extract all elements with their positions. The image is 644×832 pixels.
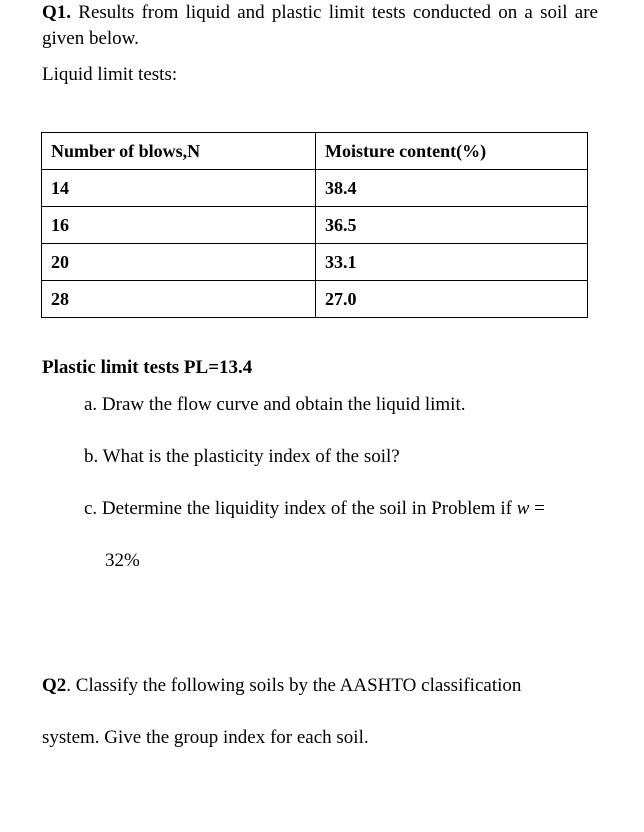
question-a: a. Draw the flow curve and obtain the liquid limit. bbox=[84, 394, 466, 415]
q1-intro-line1 bbox=[42, 2, 598, 24]
question-b: b. What is the plasticity index of the soil? bbox=[84, 446, 400, 467]
question-c bbox=[84, 498, 578, 520]
cell-moisture: 36.5 bbox=[316, 207, 588, 244]
question-c-text: c. Determine the liquidity index of the soil in Problem if bbox=[84, 498, 512, 519]
question-c-equals: = bbox=[534, 498, 545, 519]
cell-blows: 28 bbox=[42, 281, 316, 318]
question-c-value: 32% bbox=[105, 550, 140, 571]
q2-line2: system. Give the group index for each soil. bbox=[42, 727, 369, 748]
table-row bbox=[42, 207, 588, 244]
header-moisture: Moisture content(%) bbox=[316, 133, 588, 170]
liquid-limit-heading: Liquid limit tests: bbox=[42, 64, 178, 85]
table-row bbox=[42, 281, 588, 318]
table-row bbox=[42, 170, 588, 207]
question-c-variable: w bbox=[516, 498, 530, 519]
header-blows: Number of blows,N bbox=[42, 133, 316, 170]
q2-text: . Classify the following soils by the AASHTO classification bbox=[66, 675, 522, 696]
q1-label: Q1. bbox=[42, 2, 72, 23]
plastic-limit-line: Plastic limit tests PL=13.4 bbox=[42, 357, 253, 378]
cell-blows: 14 bbox=[42, 170, 316, 207]
table-row bbox=[42, 244, 588, 281]
cell-moisture: 38.4 bbox=[316, 170, 588, 207]
q1-text: Results from liquid and plastic limit tests conducted on a soil are bbox=[71, 2, 598, 23]
cell-moisture: 27.0 bbox=[316, 281, 588, 318]
q1-intro-line2: given below. bbox=[42, 28, 139, 49]
cell-moisture: 33.1 bbox=[316, 244, 588, 281]
cell-blows: 20 bbox=[42, 244, 316, 281]
q2-line1 bbox=[42, 675, 521, 697]
cell-blows: 16 bbox=[42, 207, 316, 244]
liquid-limit-table bbox=[41, 132, 588, 318]
q2-label: Q2 bbox=[42, 675, 67, 696]
table-header-row bbox=[42, 133, 588, 170]
